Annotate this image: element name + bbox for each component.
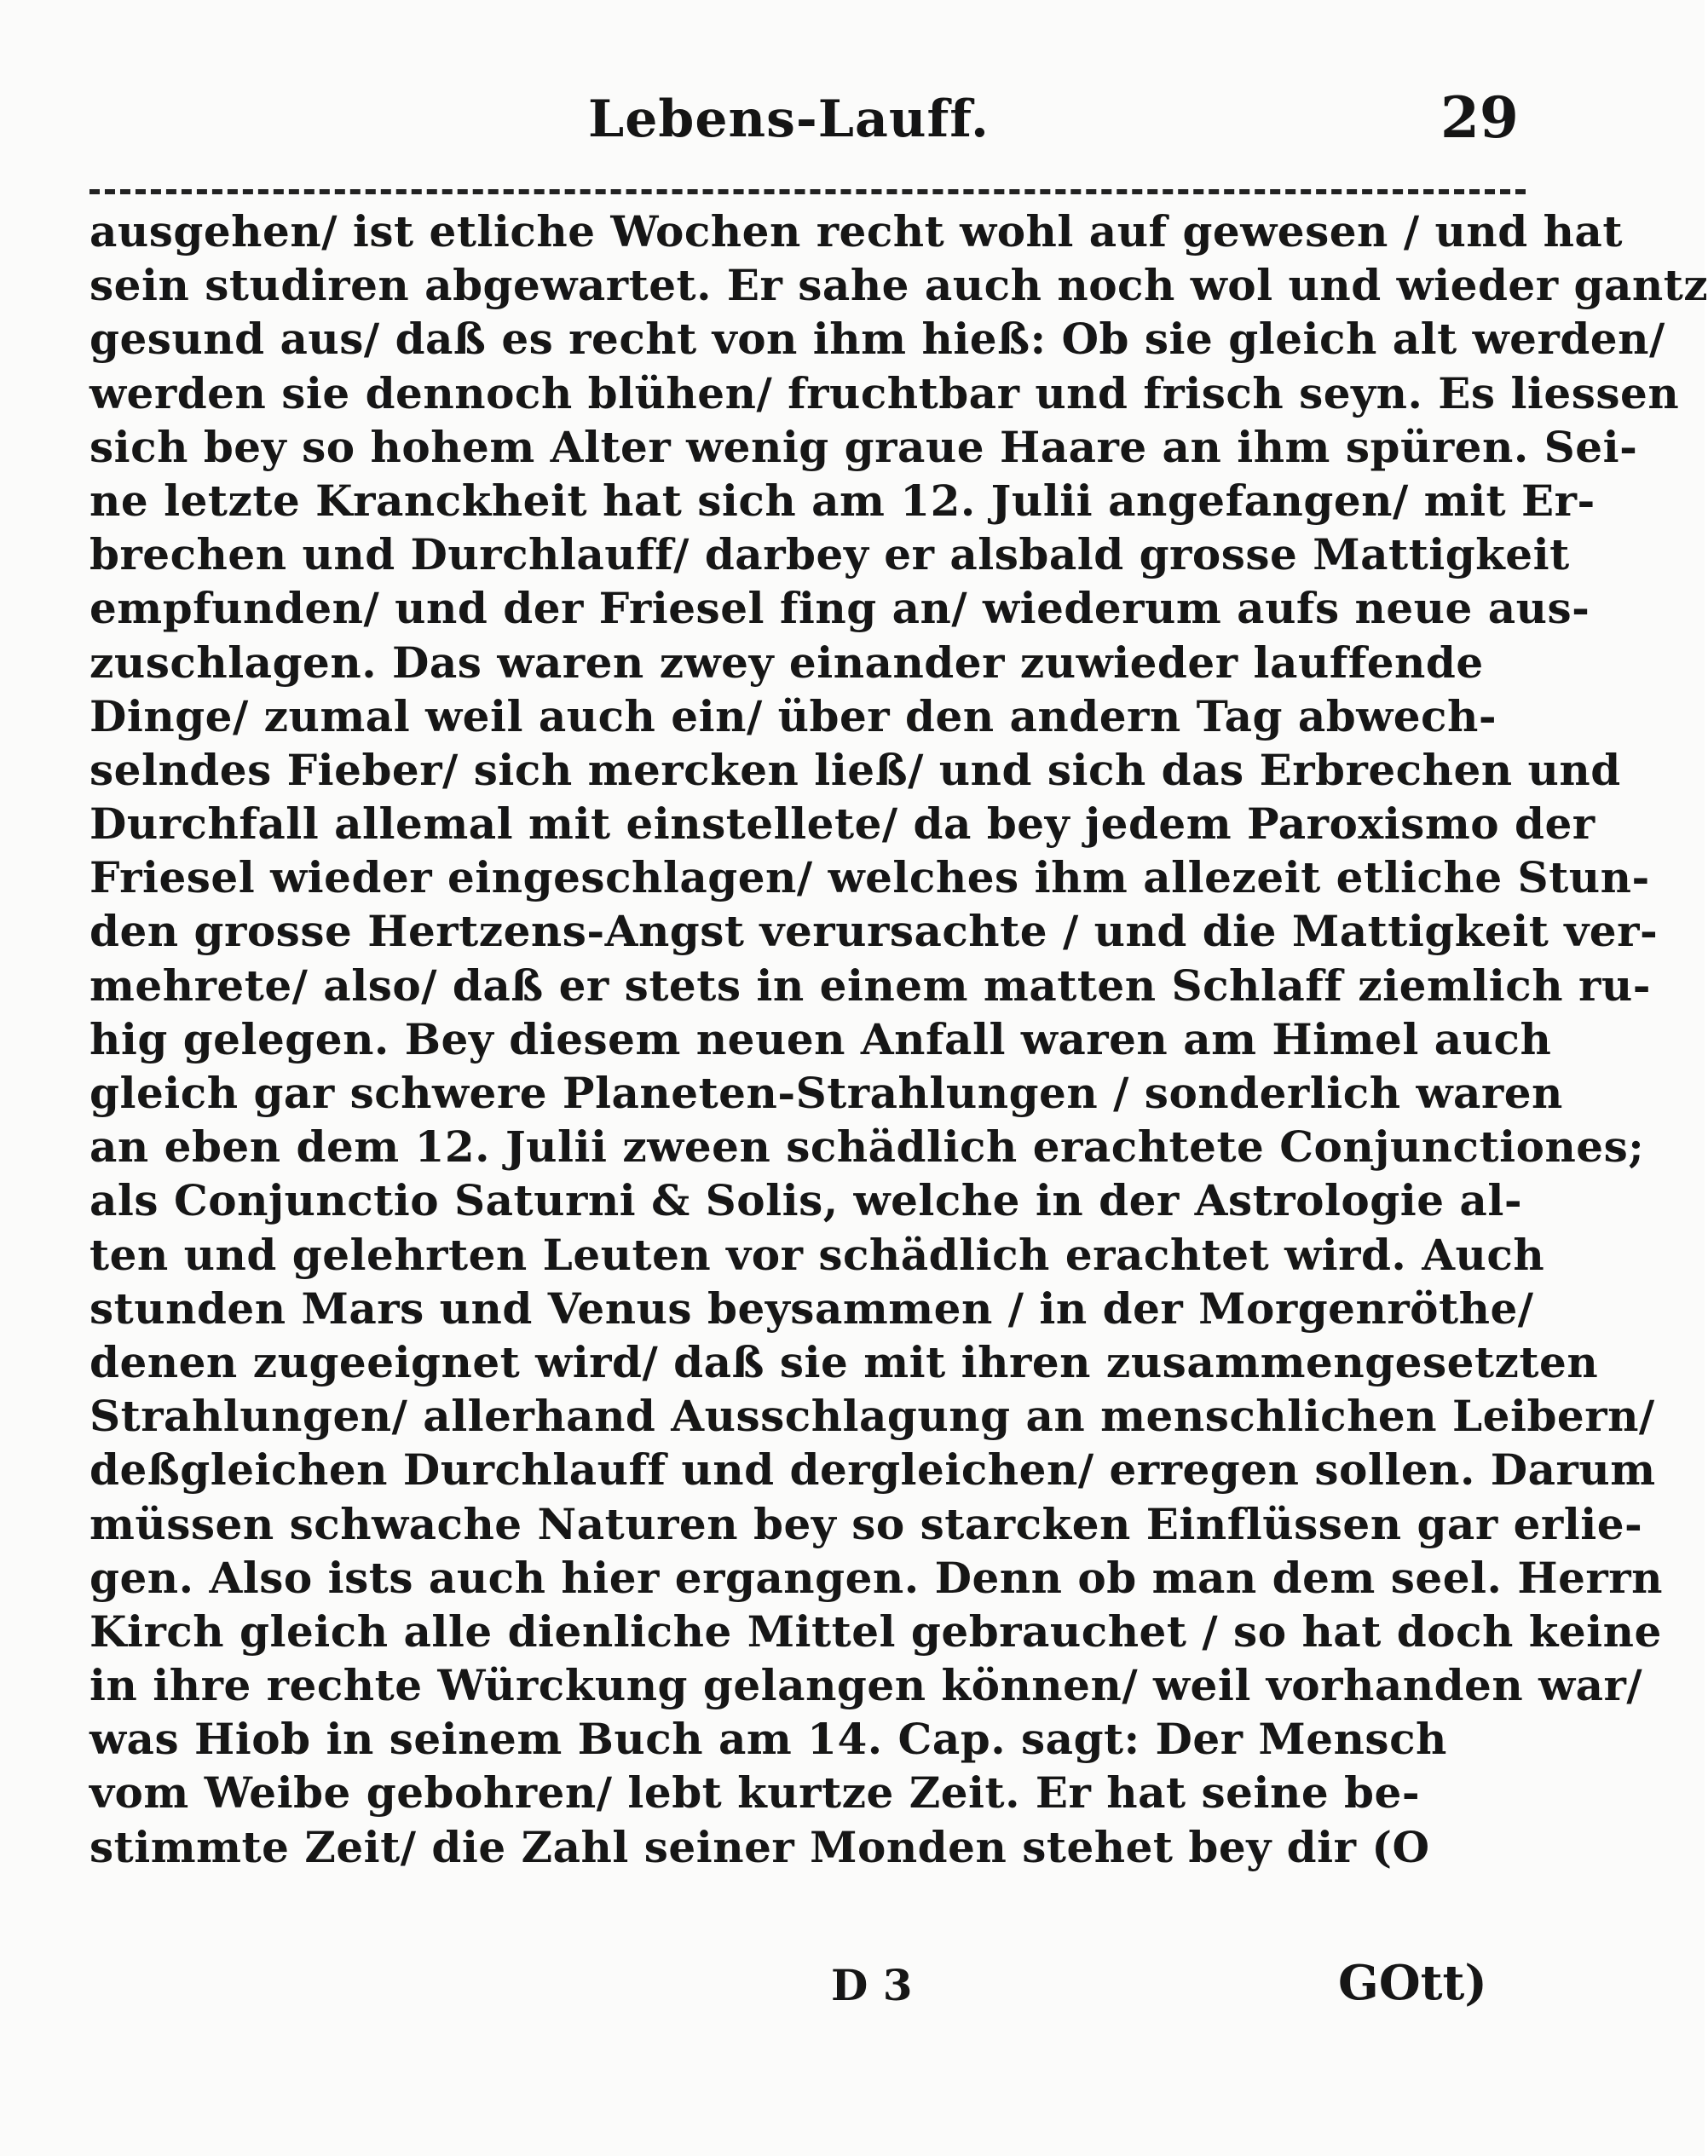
text-line: gleich gar schwere Planeten-Strahlungen / sonderlich waren: [89, 1068, 1563, 1118]
signature-mark: D 3: [831, 1960, 913, 2010]
text-line: stimmte Zeit/ die Zahl seiner Monden stehet bey dir (O: [89, 1821, 1430, 1872]
text-line: ten und gelehrten Leuten vor schädlich erachtet wird. Auch: [89, 1229, 1545, 1280]
text-line: als Conjunctio Saturni & Solis, welche in der Astrologie al-: [89, 1175, 1523, 1226]
text-line: gesund aus/ daß es recht von ihm hieß: Ob sie gleich alt werden/: [89, 314, 1665, 365]
text-line: Durchfall allemal mit einstellete/ da bey jedem Paroxismo der: [89, 798, 1595, 850]
text-line: sein studiren abgewartet. Er sahe auch noch wol und wieder gantz: [89, 260, 1708, 311]
text-line: Dinge/ zumal weil auch ein/ über den andern Tag abwech-: [89, 690, 1497, 741]
running-title: Lebens-Lauff.: [588, 89, 990, 149]
catchword: GOtt): [1338, 1955, 1487, 2011]
text-line: denen zugeeignet wird/ daß sie mit ihren zusammengesetzten: [89, 1336, 1599, 1387]
running-head: [0, 84, 1705, 175]
text-line: stunden Mars und Venus beysammen / in der Morgenröthe/: [89, 1283, 1534, 1334]
text-line: Friesel wieder eingeschlagen/ welches ihm allezeit etliche Stun-: [89, 852, 1650, 903]
page-number: 29: [1440, 84, 1519, 151]
header-rule: [89, 189, 1526, 194]
page-footer: [0, 1955, 1705, 2020]
text-line: sich bey so hohem Alter wenig graue Haare an ihm spüren. Sei-: [89, 421, 1638, 472]
text-line: Kirch gleich alle dienliche Mittel gebrauchet / so hat doch keine: [89, 1605, 1662, 1657]
text-line: vom Weibe gebohren/ lebt kurtze Zeit. Er hat seine be-: [89, 1767, 1421, 1819]
text-line: ausgehen/ ist etliche Wochen recht wohl auf gewesen / und hat: [89, 206, 1623, 257]
text-line: zuschlagen. Das waren zwey einander zuwieder lauffende: [89, 637, 1484, 688]
text-line: Strahlungen/ allerhand Ausschlagung an menschlichen Leibern/: [89, 1391, 1655, 1442]
text-line: den grosse Hertzens-Angst verursachte / und die Mattigkeit ver-: [89, 906, 1659, 957]
text-line: mehrete/ also/ daß er stets in einem matten Schlaff ziemlich ru-: [89, 960, 1651, 1011]
text-line: ne letzte Kranckheit hat sich am 12. Julii angefangen/ mit Er-: [89, 475, 1595, 526]
body-text: [89, 205, 1708, 1874]
text-line: hig gelegen. Bey diesem neuen Anfall waren am Himel auch: [89, 1013, 1552, 1064]
text-line: was Hiob in seinem Buch am 14. Cap. sagt: Der Mensch: [89, 1714, 1447, 1765]
text-line: empfunden/ und der Friesel fing an/ wiederum aufs neue aus-: [89, 583, 1590, 634]
text-line: in ihre rechte Würckung gelangen können/ weil vorhanden war/: [89, 1660, 1643, 1711]
text-line: selndes Fieber/ sich mercken ließ/ und sich das Erbrechen und: [89, 744, 1621, 795]
text-line: an eben dem 12. Julii zween schädlich erachtete Conjunctiones;: [89, 1121, 1645, 1173]
text-line: brechen und Durchlauff/ darbey er alsbald grosse Mattigkeit: [89, 529, 1570, 580]
text-line: gen. Also ists auch hier ergangen. Denn ob man dem seel. Herrn: [89, 1552, 1663, 1603]
text-line: müssen schwache Naturen bey so starcken Einflüssen gar erlie-: [89, 1498, 1643, 1549]
text-line: werden sie dennoch blühen/ fruchtbar und frisch seyn. Es liessen: [89, 367, 1680, 418]
text-line: deßgleichen Durchlauff und dergleichen/ erregen sollen. Darum: [89, 1444, 1656, 1496]
